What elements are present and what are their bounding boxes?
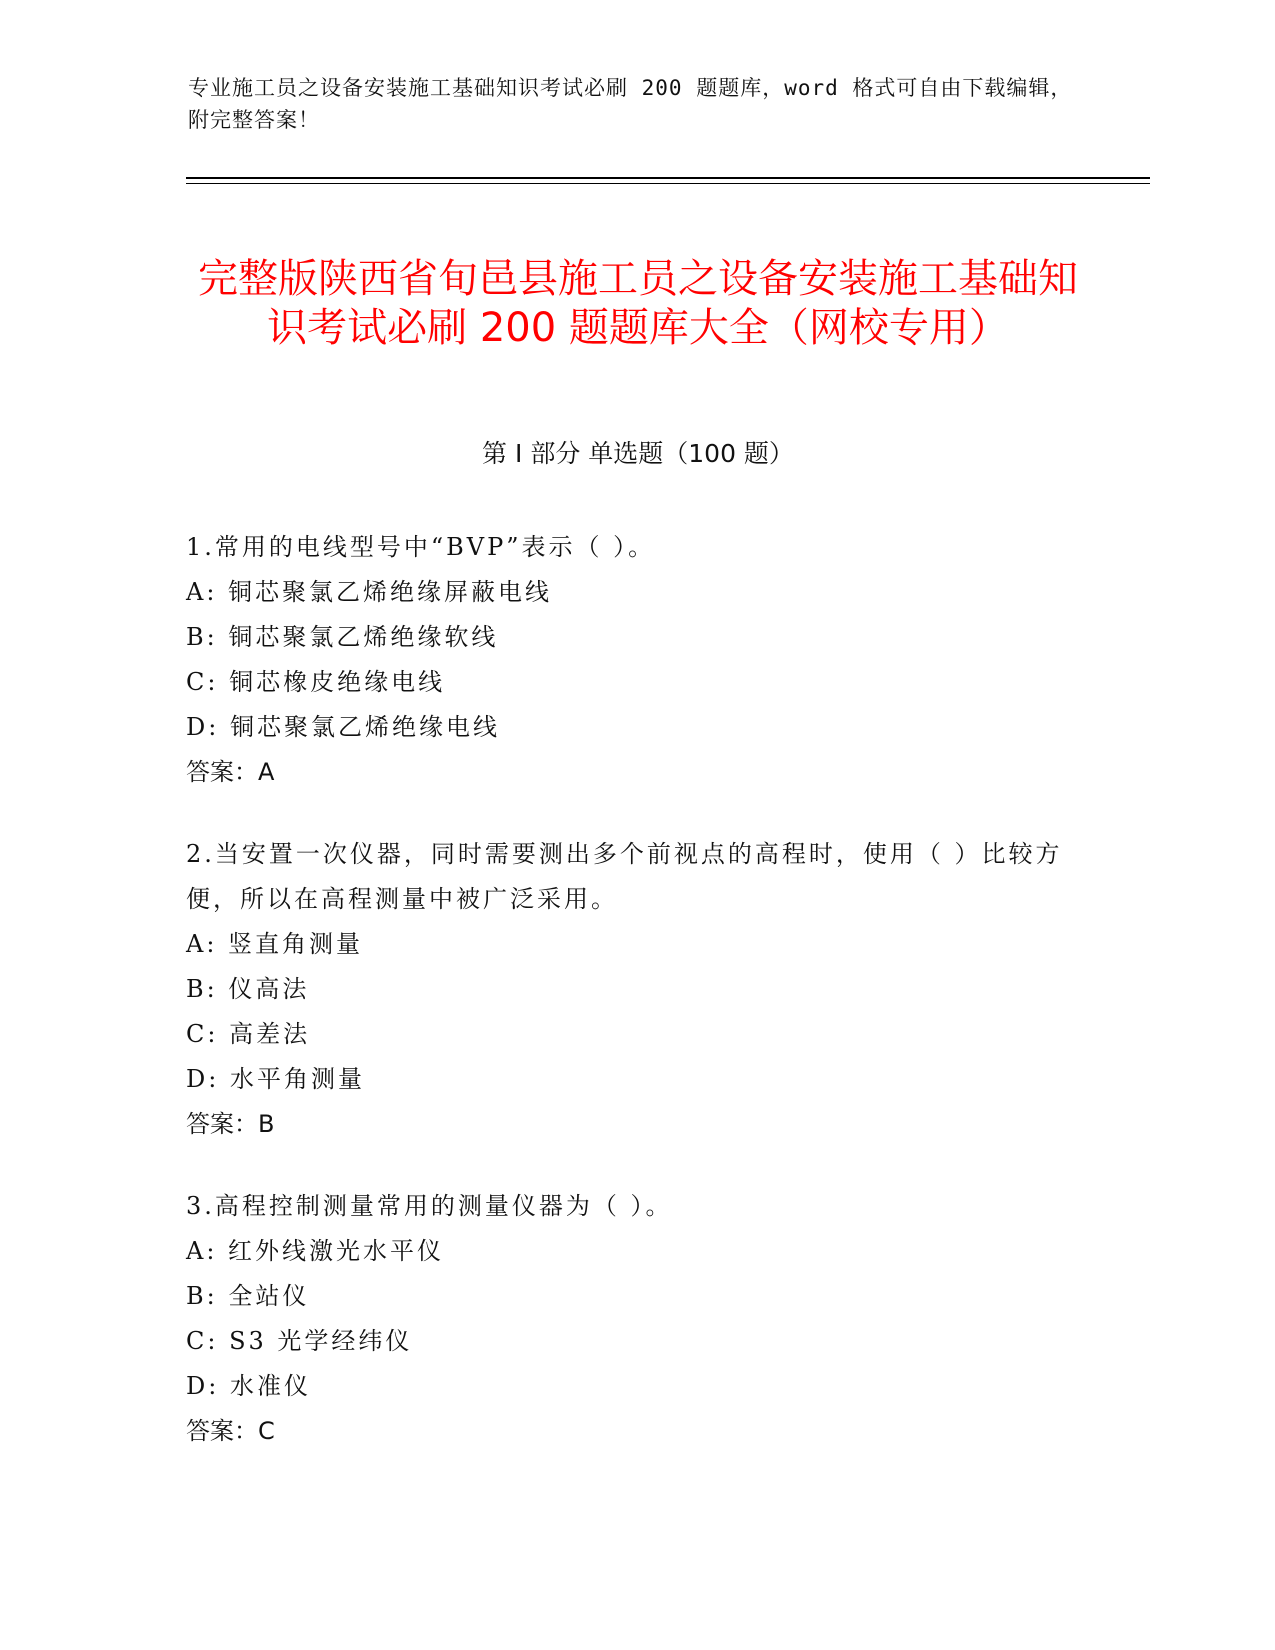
option-d: D: 水准仪 bbox=[186, 1372, 311, 1400]
option-c: C: 铜芯橡皮绝缘电线 bbox=[186, 668, 446, 696]
question-stem: 2.当安置一次仪器，同时需要测出多个前视点的高程时，使用（ ）比较方便，所以在高程测量中被广泛采用。 bbox=[186, 840, 1063, 913]
header-divider-thin bbox=[186, 183, 1150, 184]
option-a: A: 竖直角测量 bbox=[186, 930, 364, 958]
option-c: C: S3 光学经纬仪 bbox=[186, 1327, 413, 1355]
option-d: D: 铜芯聚氯乙烯绝缘电线 bbox=[186, 713, 500, 741]
question-item bbox=[186, 525, 1086, 795]
option-a: A: 红外线激光水平仪 bbox=[186, 1237, 445, 1265]
option-d: D: 水平角测量 bbox=[186, 1065, 365, 1093]
option-b: B: 全站仪 bbox=[186, 1282, 310, 1310]
answer-line: 答案：C bbox=[186, 1417, 275, 1445]
question-list bbox=[186, 525, 1086, 1491]
option-b: B: 仪高法 bbox=[186, 975, 310, 1003]
option-c: C: 高差法 bbox=[186, 1020, 311, 1048]
option-b: B: 铜芯聚氯乙烯绝缘软线 bbox=[186, 623, 499, 651]
answer-line: 答案：B bbox=[186, 1110, 275, 1138]
header-divider-thick bbox=[186, 177, 1150, 179]
question-item bbox=[186, 1184, 1086, 1454]
header-note: 专业施工员之设备安装施工基础知识考试必刷 200 题题库，word 格式可自由下载编辑，附完整答案！ bbox=[188, 76, 1073, 132]
question-stem: 1.常用的电线型号中“BVP”表示（ ）。 bbox=[186, 533, 656, 561]
option-a: A: 铜芯聚氯乙烯绝缘屏蔽电线 bbox=[186, 578, 553, 606]
question-item bbox=[186, 832, 1086, 1147]
question-stem: 3.高程控制测量常用的测量仪器为（ ）。 bbox=[186, 1192, 673, 1220]
answer-line: 答案：A bbox=[186, 758, 275, 786]
document-title: 完整版陕西省旬邑县施工员之设备安装施工基础知识考试必刷 200 题题库大全（网校专用） bbox=[198, 255, 1078, 351]
section-heading: 第 I 部分 单选题（100 题） bbox=[482, 439, 794, 468]
